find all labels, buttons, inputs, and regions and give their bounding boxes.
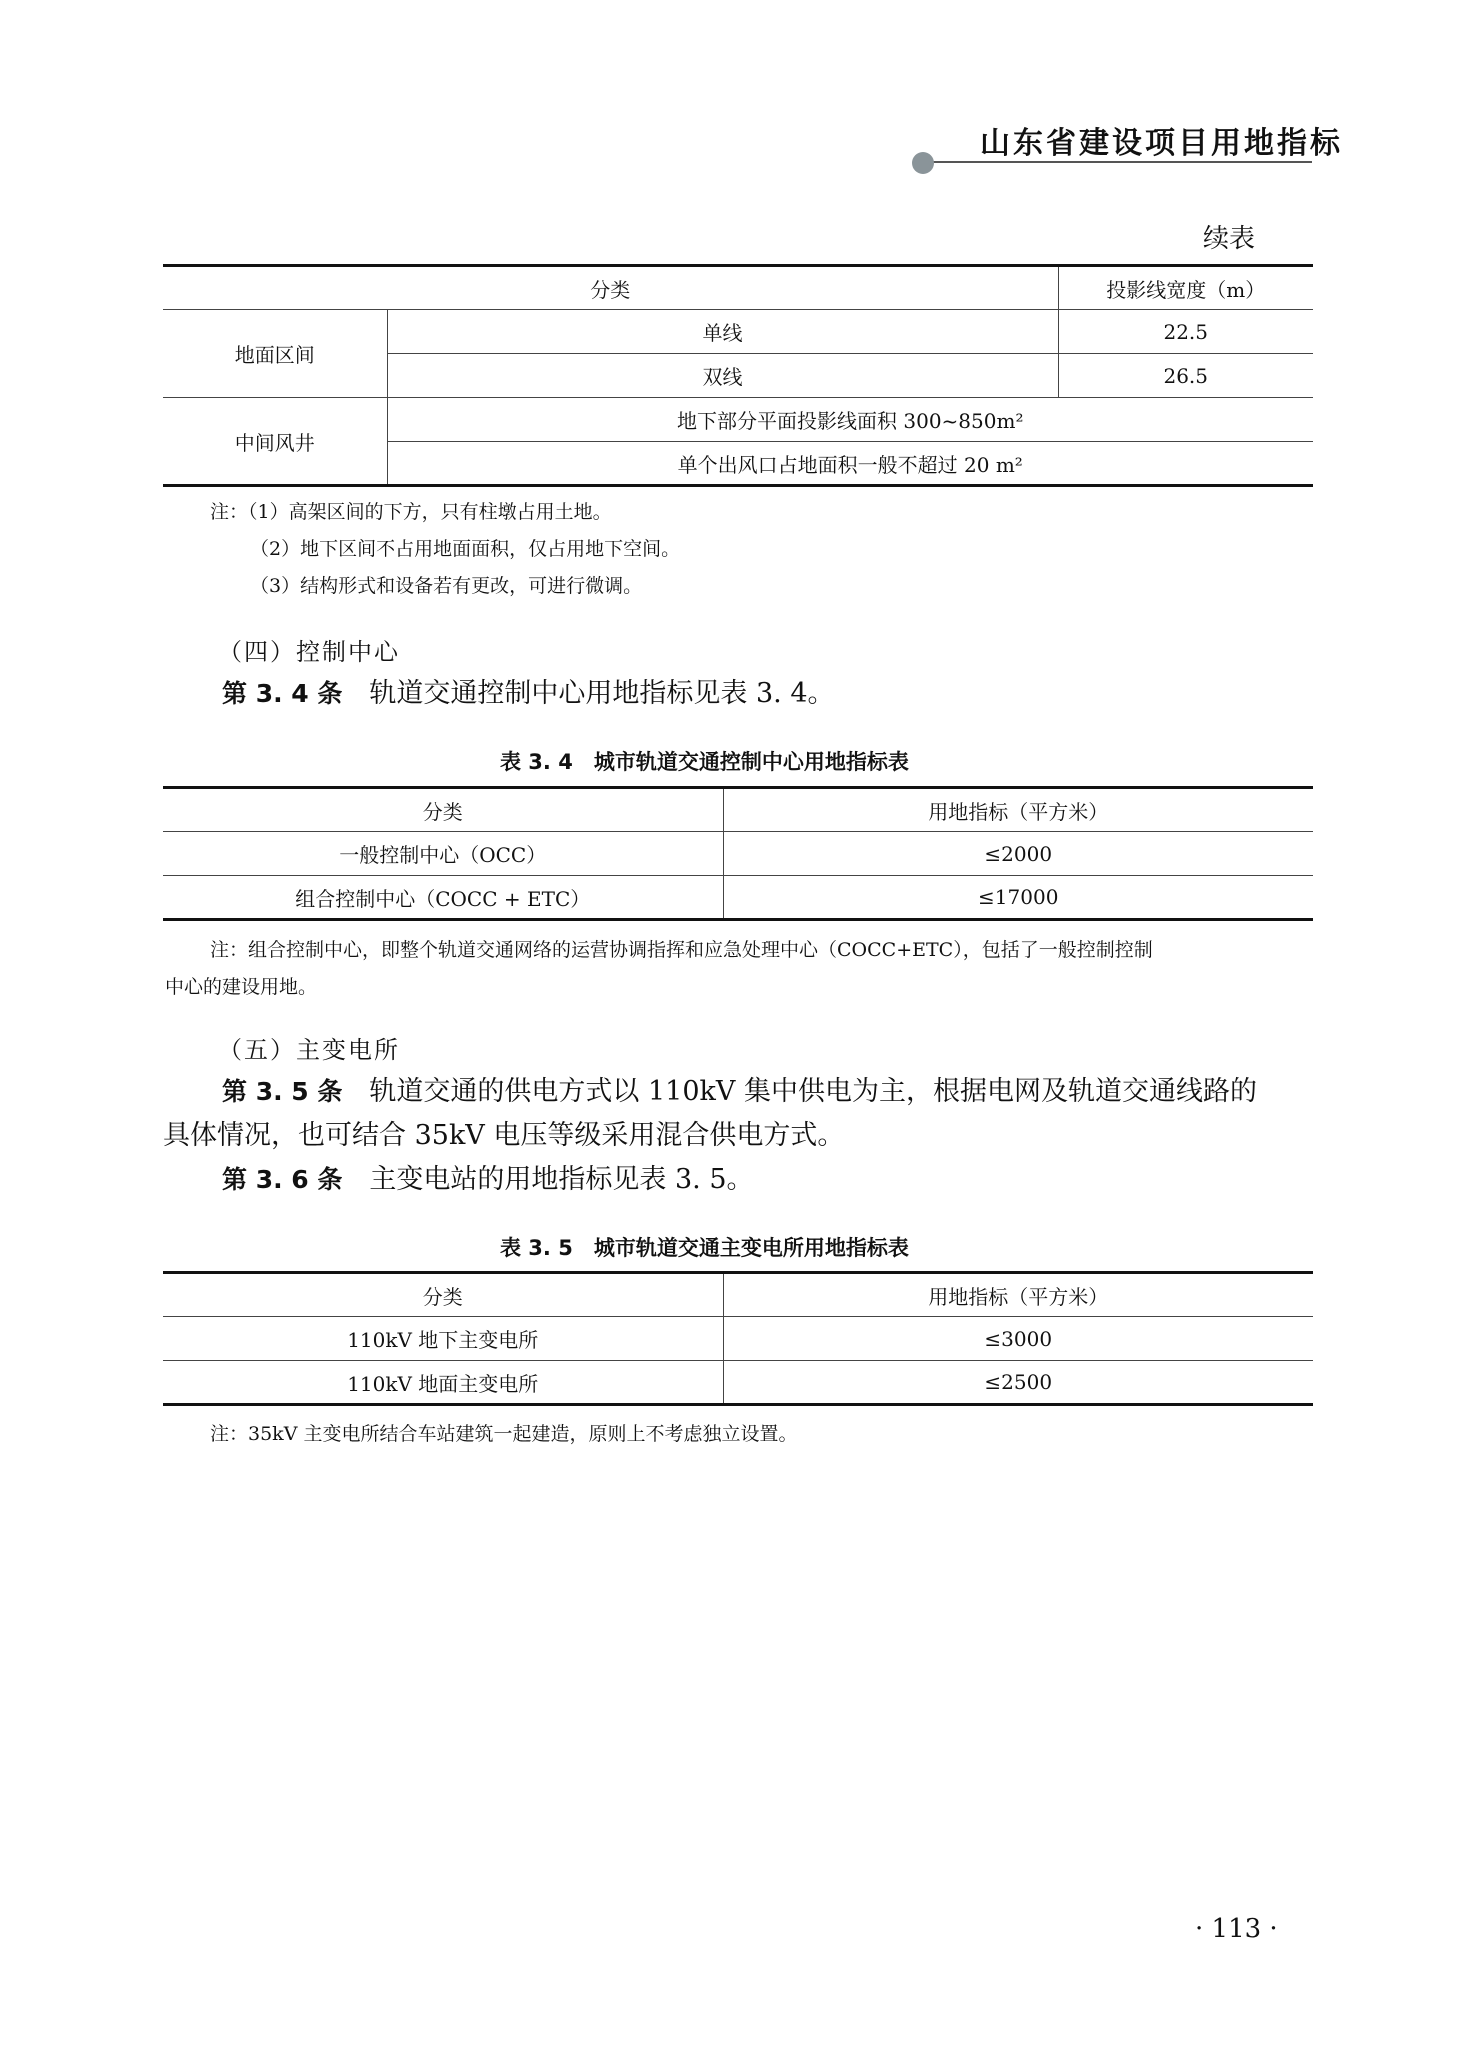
cell-value: ≤2500: [723, 1361, 1313, 1405]
cell-type: 单线: [387, 310, 1058, 354]
clause-number: 第 3. 4 条: [222, 679, 343, 708]
header-value: 用地指标（平方米）: [723, 1273, 1313, 1317]
running-header-title: 山东省建设项目用地指标: [980, 126, 1343, 161]
note-line: 注：组合控制中心，即整个轨道交通网络的运营协调指挥和应急处理中心（COCC+ETC），包括了一般控制控制: [210, 939, 1153, 961]
row-group-shaft: 中间风井: [163, 398, 387, 486]
table-row: [163, 832, 1313, 876]
section-heading: （五）主变电所: [218, 1036, 400, 1064]
control-center-table: [163, 786, 1313, 921]
clause-3-4: [222, 672, 835, 716]
header-width: 投影线宽度（m）: [1058, 266, 1313, 310]
cell-value: 26.5: [1058, 354, 1313, 398]
clause-text: 主变电站的用地指标见表 3. 5。: [369, 1164, 754, 1195]
continued-table: [163, 264, 1313, 487]
page-number: · 113 ·: [1195, 1914, 1278, 1944]
substation-table: [163, 1271, 1313, 1406]
clause-3-6: [222, 1158, 754, 1202]
continued-label: 续表: [1203, 224, 1256, 254]
table-row: [163, 876, 1313, 920]
cell-value: 22.5: [1058, 310, 1313, 354]
header-category: 分类: [163, 266, 1058, 310]
cell-type: 双线: [387, 354, 1058, 398]
cell-category: 一般控制中心（OCC）: [163, 832, 723, 876]
clause-number: 第 3. 5 条: [222, 1077, 343, 1106]
clause-3-5: [222, 1070, 1257, 1114]
cell-value: ≤3000: [723, 1317, 1313, 1361]
table-row: [163, 1361, 1313, 1405]
row-group-ground-section: 地面区间: [163, 310, 387, 398]
header-value: 用地指标（平方米）: [723, 788, 1313, 832]
cell-value: ≤17000: [723, 876, 1313, 920]
cell-shaft-outlet: 单个出风口占地面积一般不超过 20 m²: [387, 442, 1313, 486]
clause-text: 轨道交通控制中心用地指标见表 3. 4。: [369, 678, 835, 709]
section-heading: （四）控制中心: [218, 638, 400, 666]
table-row: [163, 398, 1313, 442]
table-row: [163, 1317, 1313, 1361]
table-title: 表 3. 4 城市轨道交通控制中心用地指标表: [500, 750, 909, 774]
table-header-row: [163, 1273, 1313, 1317]
note-line: 中心的建设用地。: [165, 976, 318, 998]
header-dot: [912, 152, 934, 174]
cell-category: 组合控制中心（COCC + ETC）: [163, 876, 723, 920]
cell-value: ≤2000: [723, 832, 1313, 876]
header-rule: [925, 161, 1312, 163]
clause-number: 第 3. 6 条: [222, 1165, 343, 1194]
table-header-row: [163, 266, 1313, 310]
cell-category: 110kV 地下主变电所: [163, 1317, 723, 1361]
table-title: 表 3. 5 城市轨道交通主变电所用地指标表: [500, 1236, 909, 1260]
note-line: 注：（1）高架区间的下方，只有柱墩占用土地。: [210, 501, 612, 523]
clause-text: 轨道交通的供电方式以 110kV 集中供电为主，根据电网及轨道交通线路的: [369, 1076, 1257, 1107]
table-row: [163, 310, 1313, 354]
header-category: 分类: [163, 1273, 723, 1317]
clause-3-5-continued: 具体情况，也可结合 35kV 电压等级采用混合供电方式。: [163, 1120, 845, 1151]
table-header-row: [163, 788, 1313, 832]
cell-shaft-underground: 地下部分平面投影线面积 300~850m²: [387, 398, 1313, 442]
note-line: 注：35kV 主变电所结合车站建筑一起建造，原则上不考虑独立设置。: [210, 1423, 798, 1445]
note-line: （2）地下区间不占用地面面积，仅占用地下空间。: [250, 538, 681, 560]
header-category: 分类: [163, 788, 723, 832]
cell-category: 110kV 地面主变电所: [163, 1361, 723, 1405]
note-line: （3）结构形式和设备若有更改，可进行微调。: [250, 575, 643, 597]
